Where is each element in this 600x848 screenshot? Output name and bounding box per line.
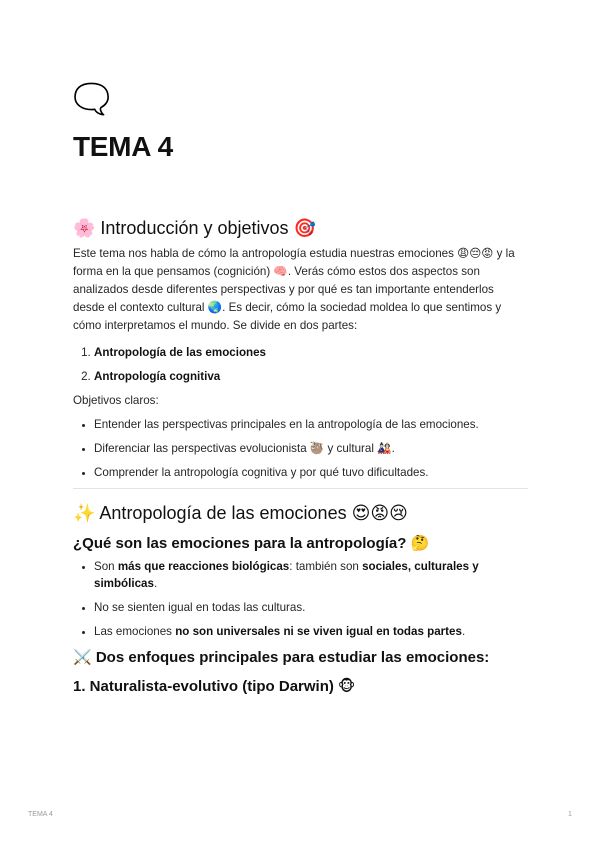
- emotions-list: [73, 558, 528, 640]
- objectives-list: [73, 416, 528, 481]
- list-item: • Diferenciar las perspectivas evolucionista 🦥 y cultural 🎎.: [94, 440, 528, 457]
- list-item: • Las emociones no son universales ni se viven igual en todas partes.: [94, 623, 528, 640]
- parts-list: [73, 344, 528, 385]
- intro-heading: 🌸 Introducción y objetivos 🎯: [73, 218, 316, 238]
- list-item: • Son más que reacciones biológicas: también son sociales, culturales y simbólicas.: [94, 558, 528, 592]
- page-number: 1: [568, 811, 572, 818]
- page-content: [73, 82, 528, 697]
- objectives-label: Objetivos claros:: [73, 394, 159, 407]
- list-item: • Comprender la antropología cognitiva y por qué tuvo dificultades.: [94, 464, 528, 481]
- emotions-subheading: ¿Qué son las emociones para la antropología? 🤔: [73, 535, 430, 552]
- list-item: • Entender las perspectivas principales en la antropología de las emociones.: [94, 416, 528, 433]
- list-item: • No se sienten igual en todas las culturas.: [94, 599, 528, 616]
- list-item: 1. Antropología de las emociones: [94, 344, 528, 361]
- emotions-heading: ✨ Antropología de las emociones 😍😡😢: [73, 503, 408, 523]
- divider: [73, 488, 528, 489]
- footer-title: TEMA 4: [28, 811, 53, 818]
- speech-bubble-icon: 🗨️: [73, 83, 111, 116]
- intro-paragraph: Este tema nos habla de cómo la antropología estudia nuestras emociones 😩😔😡 y la forma en la que pensamos (cognición) 🧠. Verás cómo estos dos aspectos son analizados desde diferentes perspectivas y por qué es tan importante entenderlos desde el contexto cultural 🌏. Es decir, cómo la sociedad moldea lo que sentimos y cómo interpretamos el mundo. Se divide en dos partes:: [73, 247, 515, 332]
- approach1-heading: 1. Naturalista-evolutivo (tipo Darwin) 🐵: [73, 678, 356, 695]
- page-title: TEMA 4: [73, 131, 173, 162]
- approaches-heading: ⚔️ Dos enfoques principales para estudiar las emociones:: [73, 649, 490, 666]
- list-item: 2. Antropología cognitiva: [94, 368, 528, 385]
